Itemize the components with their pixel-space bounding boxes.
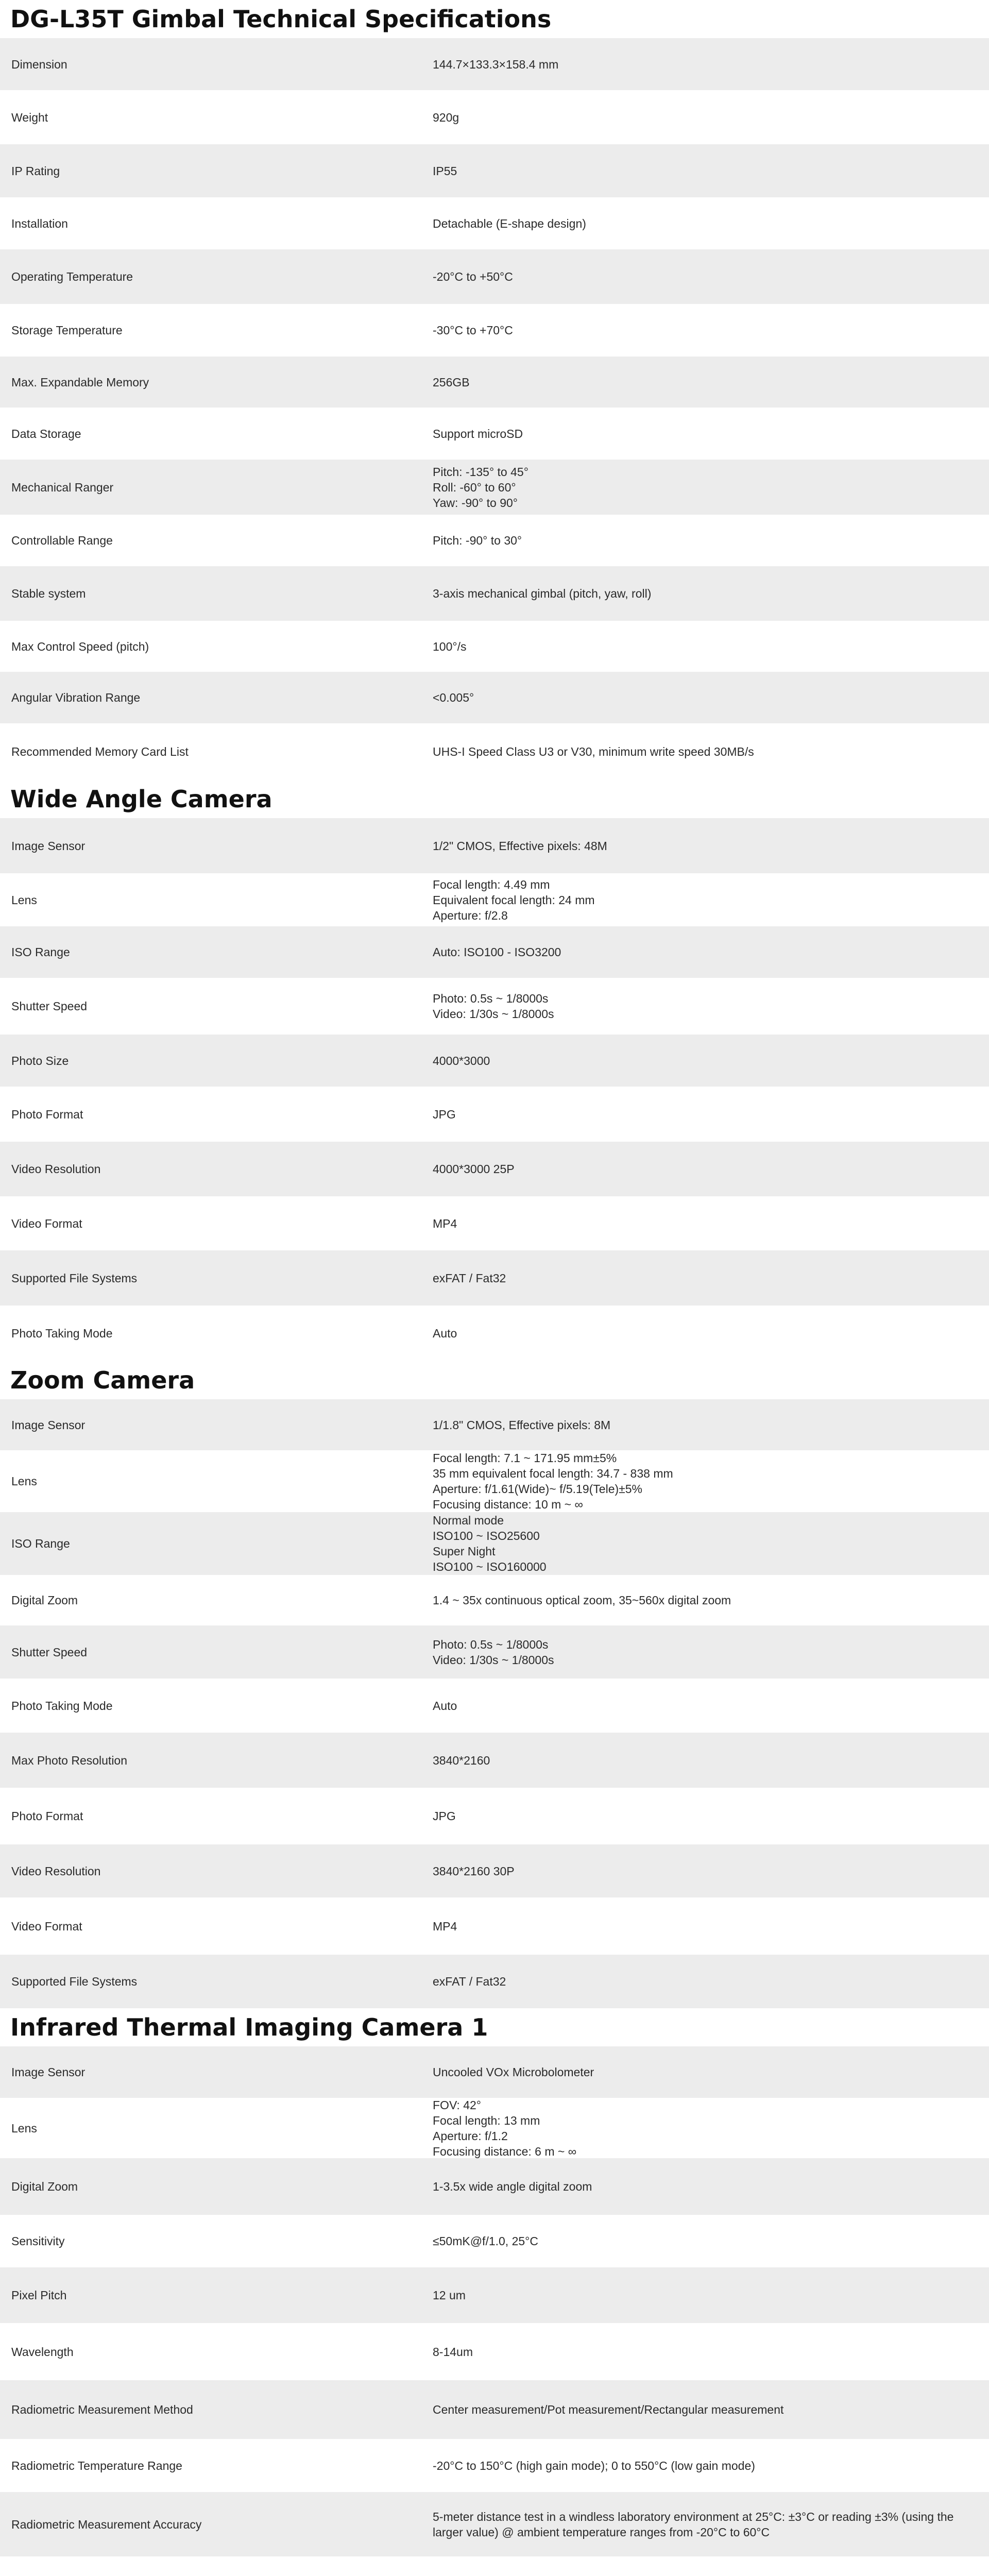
spec-value: Uncooled VOx Microbolometer bbox=[433, 2065, 594, 2079]
spec-table bbox=[0, 2046, 989, 2576]
spec-row bbox=[0, 144, 989, 197]
spec-row bbox=[0, 1250, 989, 1306]
spec-label: Supported File Systems bbox=[11, 1271, 138, 1285]
spec-table bbox=[0, 38, 989, 780]
spec-value: exFAT / Fat32 bbox=[433, 1975, 506, 1988]
spec-value: 3-axis mechanical gimbal (pitch, yaw, roll) bbox=[433, 587, 652, 600]
spec-value: ≤50mK@f/1.0, 25°C bbox=[433, 2234, 538, 2248]
spec-row bbox=[0, 2267, 989, 2323]
spec-value: 5-meter distance test in a windless laboratory environment at 25°C: ±3°C or reading ±3% (using the larger value) @ ambient temperature ranges from -20°C to 60°C bbox=[433, 2510, 954, 2539]
spec-label: Recommended Memory Card List bbox=[11, 745, 189, 758]
spec-row bbox=[0, 2046, 989, 2098]
spec-label: Video Resolution bbox=[11, 1864, 101, 1878]
spec-row bbox=[0, 1087, 989, 1142]
spec-label: Video Format bbox=[11, 1919, 82, 1933]
spec-label: Lens bbox=[11, 2121, 37, 2135]
spec-value: 144.7×133.3×158.4 mm bbox=[433, 57, 559, 71]
spec-label: Max Photo Resolution bbox=[11, 1753, 128, 1767]
spec-row bbox=[0, 2380, 989, 2439]
spec-label: Storage Temperature bbox=[11, 324, 123, 337]
spec-value: Auto bbox=[433, 1699, 457, 1713]
spec-label: Image Sensor bbox=[11, 839, 86, 853]
spec-value: Detachable (E-shape design) bbox=[433, 216, 586, 230]
spec-value: Normal mode ISO100 ~ ISO25600 Super Night ISO100 ~ ISO160000 bbox=[433, 1514, 547, 1573]
spec-row bbox=[0, 1625, 989, 1679]
spec-label: Installation bbox=[11, 216, 68, 230]
spec-row bbox=[0, 357, 989, 408]
spec-value: Photo: 0.5s ~ 1/8000s Video: 1/30s ~ 1/8000s bbox=[433, 1637, 554, 1667]
section-title: Wide Angle Camera bbox=[10, 785, 272, 813]
spec-label: Video Resolution bbox=[11, 1162, 101, 1176]
spec-label: Pixel Pitch bbox=[11, 2289, 67, 2302]
spec-row bbox=[0, 1575, 989, 1625]
spec-value: MP4 bbox=[433, 1216, 457, 1230]
spec-label: Photo Format bbox=[11, 1107, 83, 1121]
spec-value: 100°/s bbox=[433, 639, 467, 653]
spec-label: Shutter Speed bbox=[11, 1645, 88, 1659]
spec-row bbox=[0, 621, 989, 672]
spec-row bbox=[0, 1679, 989, 1733]
spec-row bbox=[0, 408, 989, 460]
spec-value: IP55 bbox=[433, 164, 457, 178]
spec-row bbox=[0, 1142, 989, 1196]
spec-value: <0.005° bbox=[433, 691, 474, 704]
spec-row bbox=[0, 873, 989, 926]
spec-label: Weight bbox=[11, 110, 48, 124]
spec-row bbox=[0, 2323, 989, 2380]
spec-row bbox=[0, 566, 989, 621]
spec-value: Center measurement/Pot measurement/Rectangular measurement bbox=[433, 2403, 784, 2416]
spec-row bbox=[0, 1512, 989, 1575]
spec-row bbox=[0, 2215, 989, 2267]
spec-value: Pitch: -90° to 30° bbox=[433, 534, 522, 547]
section-title: DG-L35T Gimbal Technical Specifications bbox=[10, 5, 552, 33]
spec-value: 3840*2160 bbox=[433, 1753, 490, 1767]
spec-value: MP4 bbox=[433, 1919, 457, 1933]
spec-label: ISO Range bbox=[11, 945, 70, 959]
spec-label: Lens bbox=[11, 893, 37, 907]
spec-row bbox=[0, 672, 989, 723]
spec-row bbox=[0, 249, 989, 304]
spec-value: Pitch: -135° to 45° Roll: -60° to 60° Yaw: -90° to 90° bbox=[433, 465, 528, 510]
spec-value: JPG bbox=[433, 1107, 456, 1121]
spec-value: 12 um bbox=[433, 2289, 466, 2302]
spec-value: 920g bbox=[433, 110, 459, 124]
spec-label: Image Sensor bbox=[11, 2065, 86, 2079]
spec-label: Photo Taking Mode bbox=[11, 1699, 113, 1713]
spec-value: exFAT / Fat32 bbox=[433, 1271, 506, 1285]
spec-value: FOV: 42° Focal length: 13 mm Aperture: f/1.2 Focusing distance: 6 m ~ ∞ bbox=[433, 2098, 577, 2158]
spec-label: Video Format bbox=[11, 1216, 82, 1230]
spec-row bbox=[0, 2439, 989, 2492]
spec-value: 256GB bbox=[433, 375, 470, 389]
spec-label: Digital Zoom bbox=[11, 1594, 78, 1607]
spec-label: Controllable Range bbox=[11, 534, 113, 547]
spec-row bbox=[0, 515, 989, 566]
spec-label: Max Control Speed (pitch) bbox=[11, 639, 149, 653]
spec-row bbox=[0, 1306, 989, 1361]
spec-label: Supported File Systems bbox=[11, 1975, 138, 1988]
spec-value: 1.4 ~ 35x continuous optical zoom, 35~560x digital zoom bbox=[433, 1594, 731, 1607]
spec-label: Radiometric Measurement Accuracy bbox=[11, 2517, 202, 2531]
spec-value: UHS-I Speed Class U3 or V30, minimum write speed 30MB/s bbox=[433, 745, 754, 758]
spec-row bbox=[0, 1955, 989, 2008]
spec-value: Support microSD bbox=[433, 427, 523, 440]
spec-row bbox=[0, 1035, 989, 1087]
spec-value: Focal length: 7.1 ~ 171.95 mm±5% 35 mm equivalent focal length: 34.7 - 838 mm Aperture: f/1.61(Wide)~ f/5.19(Tele)±5% Focusing distance: 10 m ~ ∞ bbox=[433, 1451, 673, 1511]
spec-table bbox=[0, 818, 989, 1361]
spec-label: Angular Vibration Range bbox=[11, 691, 141, 704]
spec-row bbox=[0, 460, 989, 515]
spec-label: Operating Temperature bbox=[11, 270, 133, 283]
spec-label: Digital Zoom bbox=[11, 2180, 78, 2193]
spec-label: ISO Range bbox=[11, 1537, 70, 1550]
spec-value: Focal length: 4.49 mm Equivalent focal length: 24 mm Aperture: f/2.8 bbox=[433, 877, 595, 922]
spec-label: Wavelength bbox=[11, 2345, 74, 2359]
spec-label: Photo Format bbox=[11, 1809, 83, 1823]
spec-label: Lens bbox=[11, 1475, 37, 1488]
spec-row bbox=[0, 2158, 989, 2215]
spec-row bbox=[0, 2556, 989, 2576]
spec-label: Shutter Speed bbox=[11, 999, 88, 1013]
spec-label: Dimension bbox=[11, 57, 67, 71]
section-title: Zoom Camera bbox=[10, 1366, 195, 1394]
spec-label: Radiometric Measurement Method bbox=[11, 2403, 193, 2416]
spec-value: 1/1.8" CMOS, Effective pixels: 8M bbox=[433, 1418, 611, 1432]
spec-value: -20°C to +50°C bbox=[433, 270, 513, 283]
spec-row bbox=[0, 197, 989, 249]
spec-row bbox=[0, 1733, 989, 1788]
spec-row bbox=[0, 1844, 989, 1897]
spec-value: -20°C to 150°C (high gain mode); 0 to 550°C (low gain mode) bbox=[433, 2459, 755, 2472]
spec-label: Image Sensor bbox=[11, 1418, 86, 1432]
spec-value: Auto: ISO100 - ISO3200 bbox=[433, 945, 561, 959]
spec-label: Data Storage bbox=[11, 427, 81, 440]
spec-row bbox=[0, 818, 989, 873]
spec-row bbox=[0, 304, 989, 357]
spec-row bbox=[0, 2098, 989, 2158]
spec-row bbox=[0, 723, 989, 780]
spec-row bbox=[0, 2492, 989, 2556]
spec-label: Sensitivity bbox=[11, 2234, 65, 2248]
spec-value: -30°C to +70°C bbox=[433, 324, 513, 337]
spec-label: Mechanical Ranger bbox=[11, 480, 114, 494]
spec-label: Max. Expandable Memory bbox=[11, 375, 149, 389]
spec-label: IP Rating bbox=[11, 164, 60, 178]
spec-label: Stable system bbox=[11, 587, 86, 600]
spec-row bbox=[0, 978, 989, 1035]
spec-value: 4000*3000 bbox=[433, 1054, 490, 1067]
spec-row bbox=[0, 1196, 989, 1250]
spec-value: 4000*3000 25P bbox=[433, 1162, 515, 1176]
spec-value: Photo: 0.5s ~ 1/8000s Video: 1/30s ~ 1/8000s bbox=[433, 992, 554, 1021]
spec-table bbox=[0, 1399, 989, 2008]
spec-row bbox=[0, 1450, 989, 1512]
spec-row bbox=[0, 1897, 989, 1955]
spec-row bbox=[0, 1788, 989, 1844]
spec-value: 3840*2160 30P bbox=[433, 1864, 515, 1878]
spec-label: Radiometric Temperature Range bbox=[11, 2459, 182, 2472]
spec-value: 8-14um bbox=[433, 2345, 473, 2359]
spec-row bbox=[0, 1399, 989, 1450]
section-title: Infrared Thermal Imaging Camera 1 bbox=[10, 2013, 488, 2041]
spec-value: 1/2" CMOS, Effective pixels: 48M bbox=[433, 839, 607, 853]
spec-row bbox=[0, 38, 989, 90]
spec-row bbox=[0, 926, 989, 978]
spec-value: Auto bbox=[433, 1327, 457, 1340]
spec-value: JPG bbox=[433, 1809, 456, 1823]
spec-label: Photo Taking Mode bbox=[11, 1327, 113, 1340]
spec-row bbox=[0, 90, 989, 144]
spec-label: Photo Size bbox=[11, 1054, 69, 1067]
spec-value: 1-3.5x wide angle digital zoom bbox=[433, 2180, 592, 2193]
